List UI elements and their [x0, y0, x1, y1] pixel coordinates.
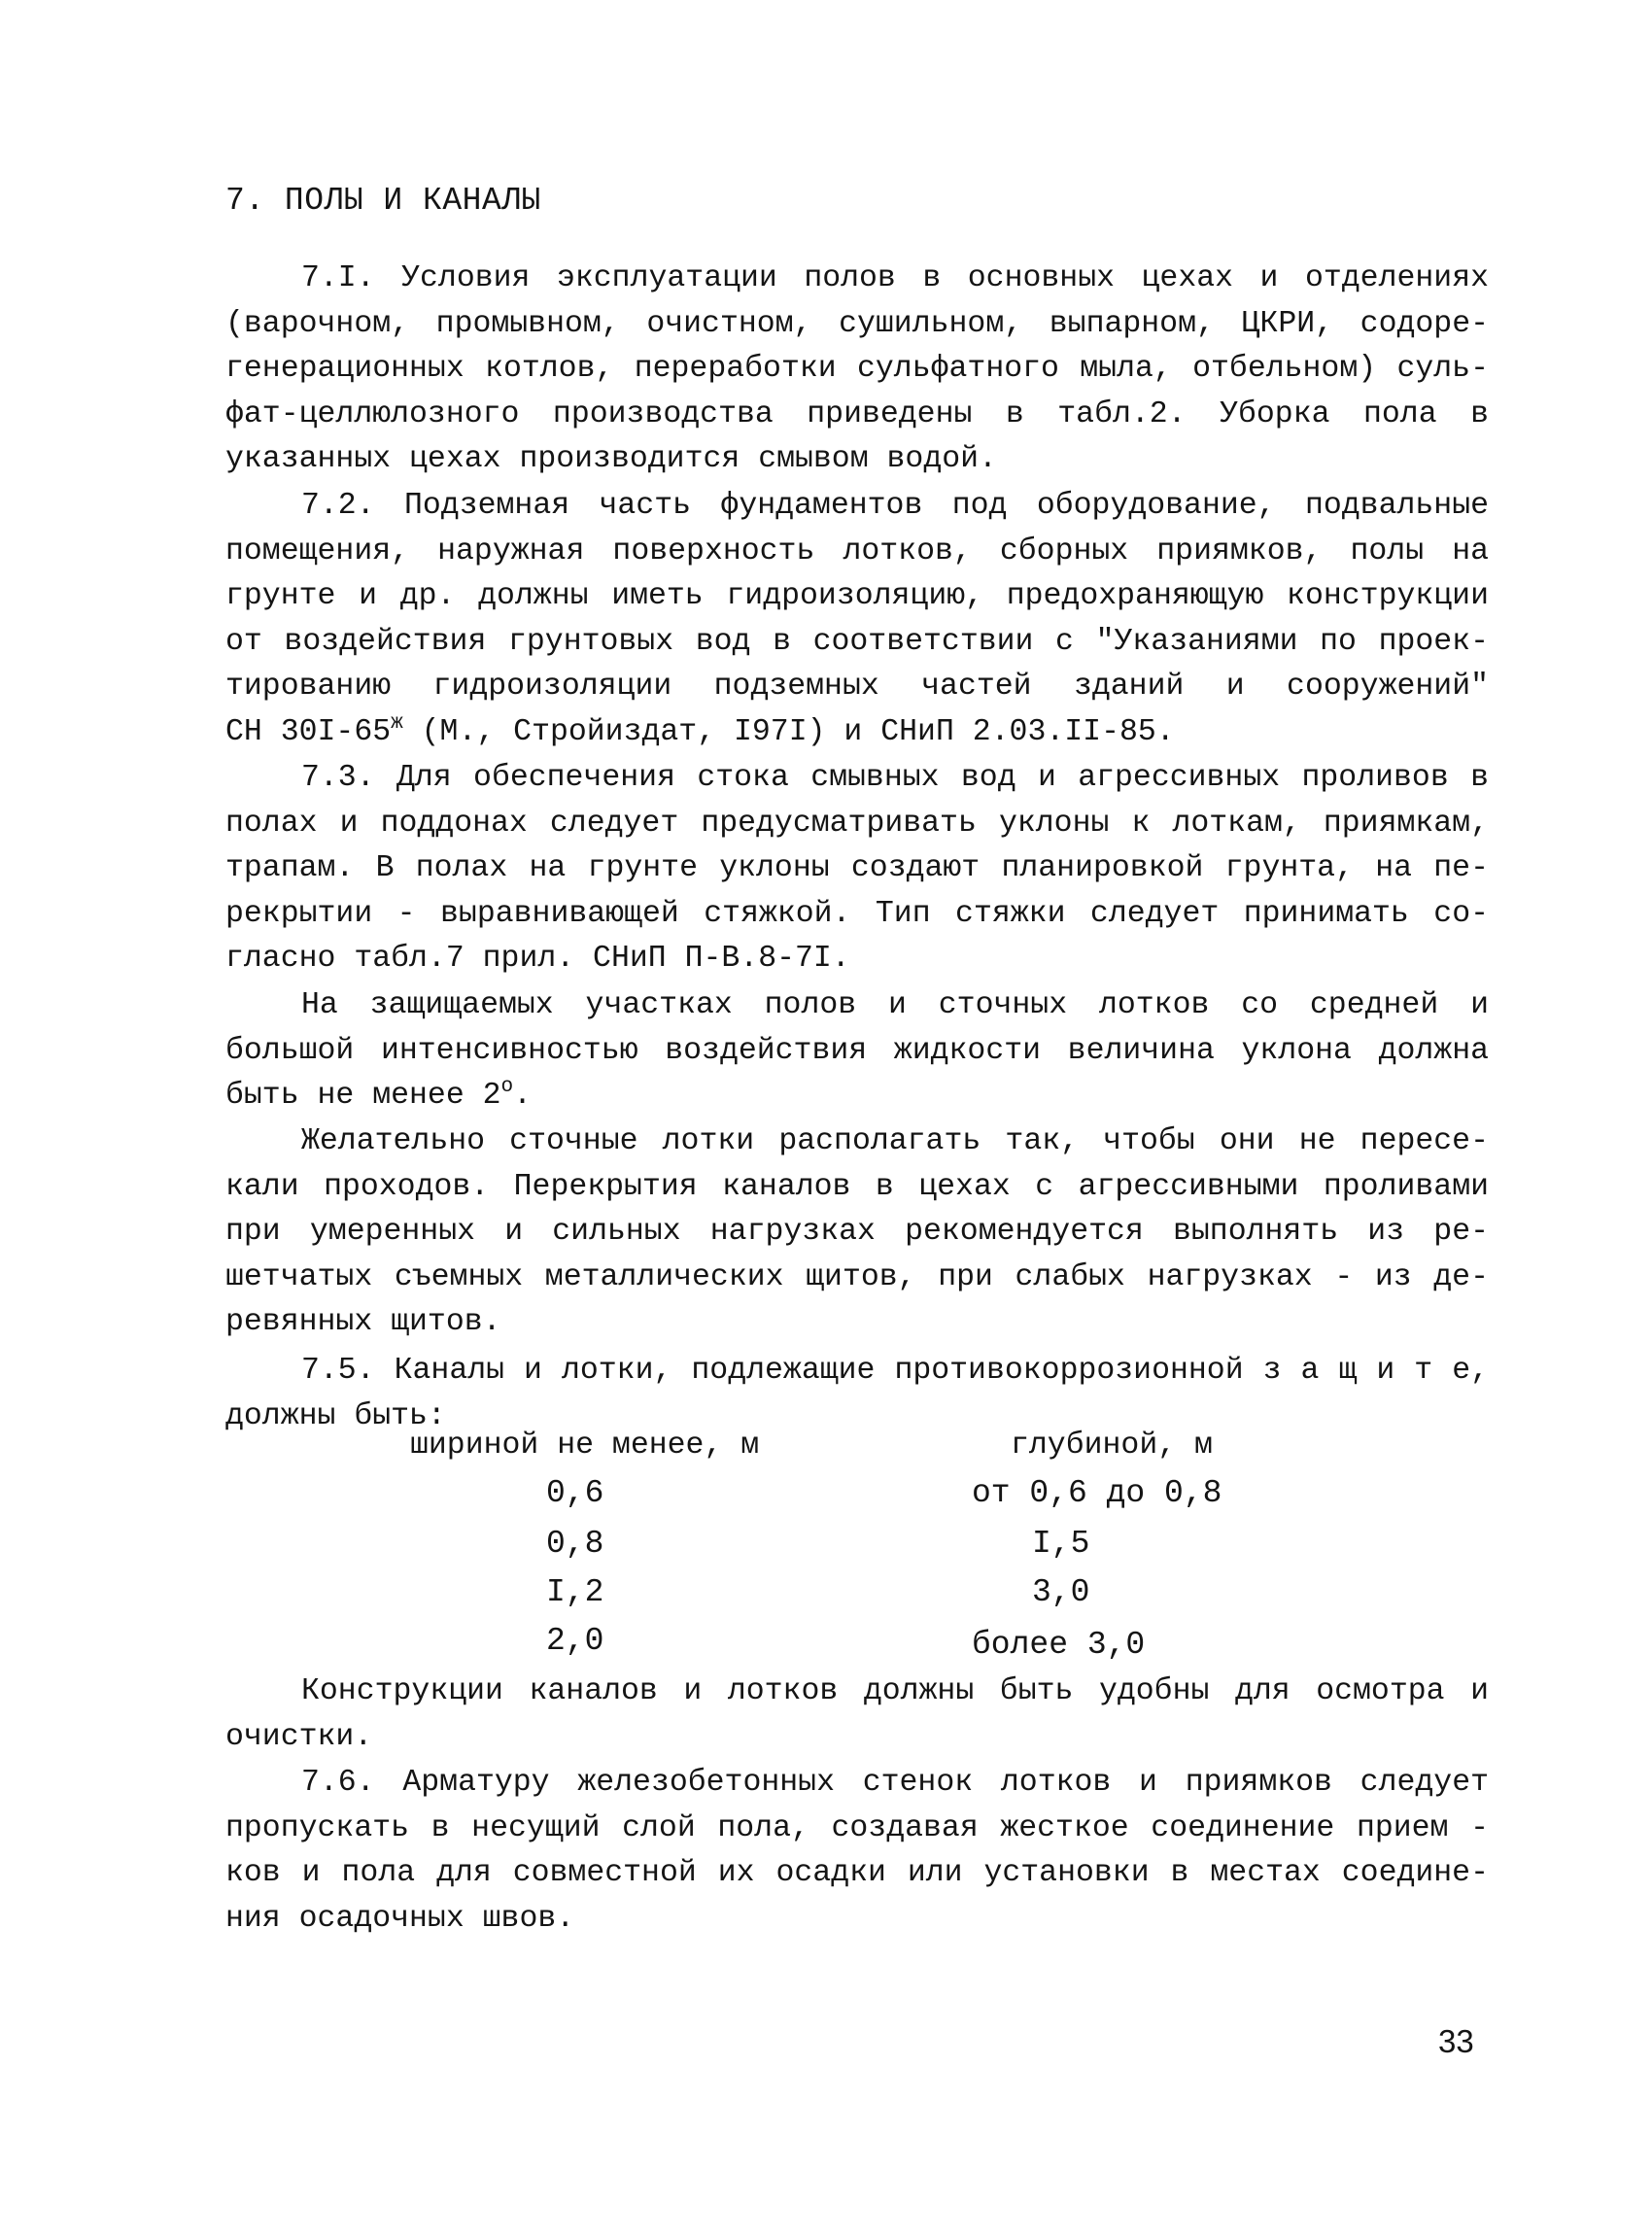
- text-line: [225, 710, 1489, 756]
- paragraph-7-1: [225, 257, 1489, 483]
- text-line: трапам. В полах на грунте уклоны создают планировкой грунта, на пе-: [225, 851, 1489, 885]
- paragraph-7-6: [225, 1761, 1489, 1942]
- text-fragment: (М., Стройиздат, I97I) и СНиП 2.03.II-85.: [402, 714, 1175, 749]
- width-value: 0,6: [546, 1475, 604, 1511]
- text-line: полах и поддонах следует предусматривать уклоны к лоткам, приямкам,: [225, 806, 1489, 841]
- text-fragment: СН 30I-65: [225, 714, 392, 749]
- text-line: ревянных щитов.: [225, 1305, 501, 1339]
- page-number: 33: [1438, 2023, 1474, 2059]
- text-line: ния осадочных швов.: [225, 1901, 575, 1936]
- text-line: 7.3. Для обеспечения стока смывных вод и агрессивных проливов в: [301, 761, 1489, 795]
- paragraph-inspection: [225, 1670, 1489, 1760]
- section-title: 7. ПОЛЫ И КАНАЛЫ: [225, 183, 541, 219]
- column-header-width: шириной не менее, м: [410, 1429, 760, 1463]
- text-line: На защищаемых участках полов и сточных лотков со средней и: [301, 988, 1489, 1022]
- depth-value: 3,0: [1032, 1574, 1090, 1610]
- text-line: генерационных котлов, переработки сульфатного мыла, отбельном) суль-: [225, 352, 1489, 386]
- text-fragment: быть не менее 2: [225, 1079, 501, 1113]
- paragraph-7-3: [225, 756, 1489, 982]
- text-line: помещения, наружная поверхность лотков, сборных приямков, полы на: [225, 534, 1489, 568]
- text-line: 7.2. Подземная часть фундаментов под оборудование, подвальные: [301, 489, 1489, 523]
- text-line: при умеренных и сильных нагрузках рекомендуется выполнять из ре-: [225, 1215, 1489, 1249]
- text-line: кали проходов. Перекрытия каналов в цехах с агрессивными проливами: [225, 1169, 1489, 1204]
- paragraph-7-2: [225, 484, 1489, 755]
- text-line: указанных цехах производится смывом водой.: [225, 442, 997, 476]
- text-line: Конструкции каналов и лотков должны быть удобны для осмотра и: [301, 1674, 1489, 1708]
- depth-value: I,5: [1032, 1526, 1090, 1562]
- depth-value: более 3,0: [972, 1627, 1146, 1663]
- text-line: ков и пола для совместной их осадки или установки в местах соедине-: [225, 1856, 1489, 1890]
- text-line: шетчатых съемных металлических щитов, при слабых нагрузках - из де-: [225, 1259, 1489, 1294]
- column-header-depth: глубиной, м: [1011, 1429, 1213, 1463]
- text-line: 7.I. Условия эксплуатации полов в основных цехах и отделениях: [301, 261, 1489, 295]
- superscript: ж: [391, 711, 403, 735]
- text-line: от воздействия грунтовых вод в соответствии с "Указаниями по проек-: [225, 624, 1489, 659]
- text-line: фат-целлюлозного производства приведены в табл.2. Уборка пола в: [225, 396, 1489, 431]
- text-line: [225, 1074, 1489, 1119]
- text-line: Желательно сточные лотки располагать так, чтобы они не пересе-: [301, 1124, 1489, 1158]
- width-value: 2,0: [546, 1623, 604, 1659]
- width-value: 0,8: [546, 1526, 604, 1562]
- text-line: грунте и др. должны иметь гидроизоляцию, предохраняющую конструкции: [225, 579, 1489, 613]
- depth-value: от 0,6 до 0,8: [972, 1475, 1222, 1511]
- text-line: тированию гидроизоляции подземных частей зданий и сооружений": [225, 670, 1489, 704]
- text-line: пропускать в несущий слой пола, создавая жесткое соединение прием -: [225, 1810, 1489, 1845]
- text-line: 7.5. Каналы и лотки, подлежащие противокоррозионной з а щ и т е,: [301, 1354, 1489, 1388]
- text-line: 7.6. Арматуру железобетонных стенок лотков и приямков следует: [301, 1766, 1489, 1800]
- text-line: (варочном, промывном, очистном, сушильном, выпарном, ЦКРИ, содоре-: [225, 306, 1489, 341]
- width-value: I,2: [546, 1574, 604, 1610]
- text-line: большой интенсивностью воздействия жидкости величина уклона должна: [225, 1033, 1489, 1068]
- text-line: очистки.: [225, 1719, 373, 1754]
- text-line: должны быть:: [225, 1398, 446, 1433]
- paragraph-trays: [225, 1119, 1489, 1346]
- text-line: рекрытии - выравнивающей стяжкой. Тип стяжки следует принимать со-: [225, 896, 1489, 931]
- paragraph-7-5: [225, 1349, 1489, 1439]
- paragraph-slope: [225, 983, 1489, 1119]
- text-line: гласно табл.7 прил. СНиП П-В.8-7I.: [225, 942, 850, 976]
- superscript: о: [500, 1076, 514, 1098]
- text-fragment: .: [513, 1079, 533, 1113]
